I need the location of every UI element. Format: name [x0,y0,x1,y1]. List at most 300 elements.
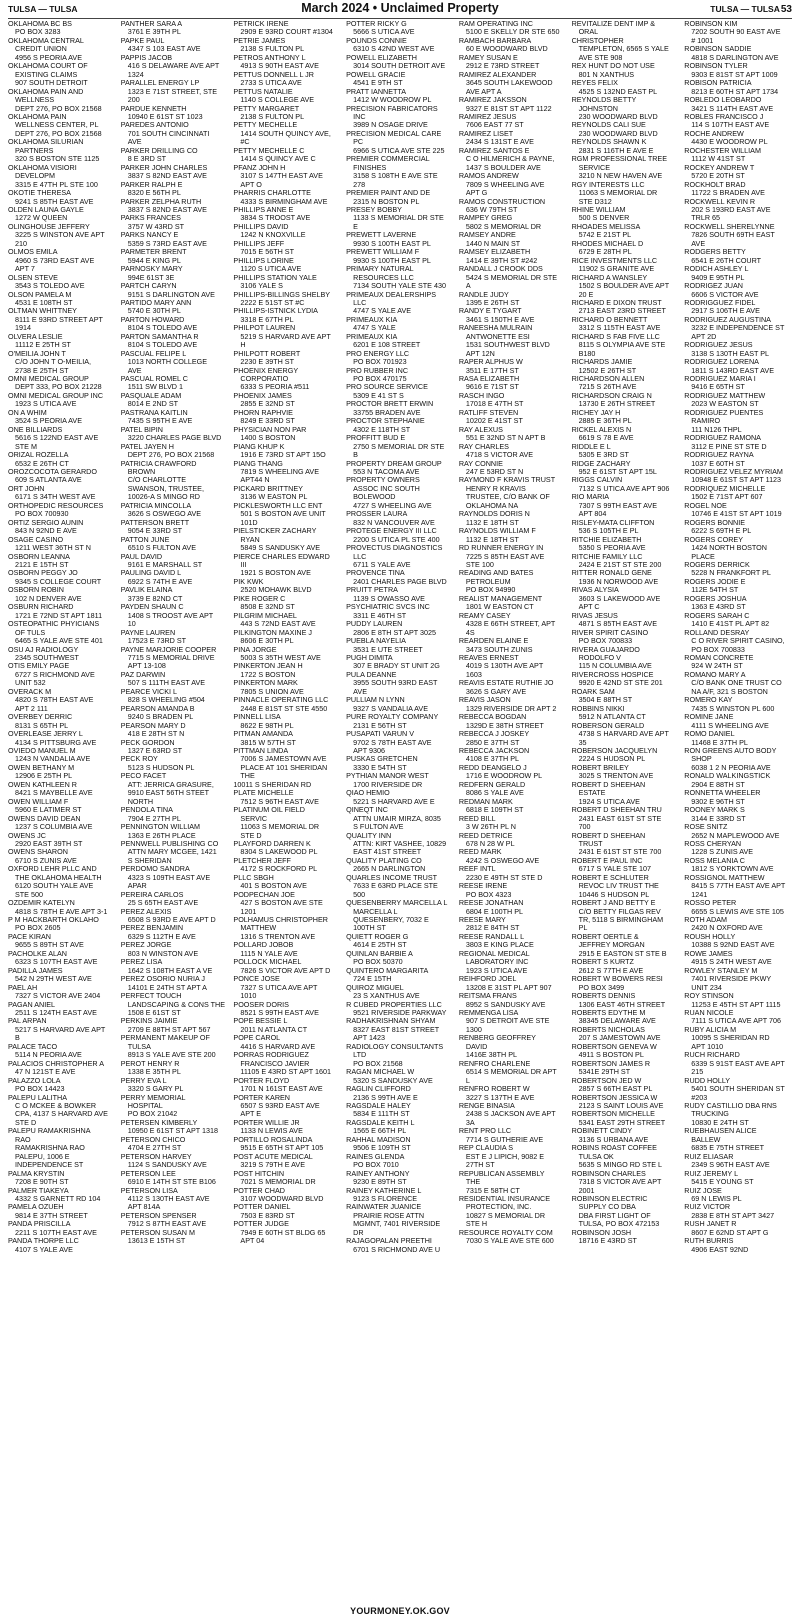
entry-address-line: 2131 E 56TH ST [353,720,407,730]
entry-name: RAM OPERATING INC [458,20,533,28]
entry-name: R CUBED PROPERTIES LLC [346,999,442,1009]
entry-address-line: 5228 N FRANKFORT PL [691,568,771,578]
entry-name: PHILLIPS DAVID [233,221,289,231]
listing-entry [346,1187,456,1204]
entry-name: PROVENCE TINA [346,568,405,578]
entry-name: PETRIE JAMES [233,35,286,45]
entry-name: ROBERTSON JAMES R [571,1058,651,1068]
entry-address-line: 1140 S COLLEGE AVE [240,95,315,105]
entry-address-line: 7912 S 87TH EAST AVE [127,1219,207,1229]
entry-name: RAMSEY ANDRE [458,230,516,240]
listing-entry [233,54,343,71]
entry-address-line: 7512 S 96TH EAST AVE [240,796,319,806]
listing-entry [572,781,682,806]
entry-name: OXFORD LEHR PLLC AND [8,864,97,874]
entry-address-line: SWANSON, TRUSTEE, [127,483,204,493]
entry-name: RAYMOND F KRAVIS TRUST [458,475,556,485]
entry-name: PASCUAL ROMEL C [120,374,188,384]
entry-name: PEREZ LISA [120,957,163,967]
entry-address-line: 4911 S BOSTON PL [578,1050,644,1060]
listing-entry [121,265,231,282]
entry-address-line: 7819 S WHEELING AVE [240,467,319,477]
entry-name: PHILLIPS STATION YALE [233,272,317,282]
listing-entry [572,392,682,409]
entry-name: PHILPOT LAUREN [233,323,296,333]
entry-address-line: 3989 N OSAGE DRIVE [353,120,428,130]
entry-name: RODRIGUEZ RAYNA [684,450,754,460]
entry-name: ROBINSON KIM [684,20,738,28]
listing-entry [459,848,569,865]
listing-entry [572,299,682,316]
entry-name: PHYSICIAN NON PAR [233,424,307,434]
entry-address-line: 1811 S 143RD EAST AVE [691,365,774,375]
entry-address-line: 3803 E KING PLACE [465,940,534,950]
listing-column-3 [233,20,343,1598]
entry-name: ROBERT E PAUL INC [571,855,643,865]
entry-name: ROSSO PETER [684,898,737,908]
entry-name: OWEN WILLIAM F [8,796,69,806]
entry-address-line: 3421 S 114TH EAST AVE [691,103,774,113]
entry-name: RAMOS ANDREW [458,171,519,181]
listing-entry [346,367,456,384]
entry-address-line: 2520 MOHAWK BLVD [240,585,312,595]
listing-entry [346,933,456,950]
listing-entry [121,603,231,628]
listing-entry [121,20,231,37]
entry-name: PAYDEN SHAUN C [120,602,184,612]
listing-entry [572,206,682,223]
listing-entry [233,1017,343,1034]
entry-address-line: 2920 EAST 39TH ST [15,838,83,848]
listing-entry [121,409,231,426]
entry-address-line: 4S [465,627,475,637]
entry-address-line: TRLR 65 [691,213,721,223]
entry-name: OLSON PAMELA M [8,289,72,299]
listing-entry [346,527,456,544]
entry-address-line: 9241 S 85TH EAST AVE [15,196,94,206]
entry-address-line: NA A/F, 321 S BOSTON [691,686,768,696]
entry-name: PAPPIS JACOB [120,52,173,62]
entry-name: RONNETTA WHEELER [684,788,761,798]
entry-name: PERMANENT MAKEUP OF [120,1033,210,1043]
entry-address-line: 4430 E WOODROW PL [691,137,768,147]
entry-address-line: STE D [15,1117,37,1127]
entry-name: ROWE JAMES [684,948,733,958]
entry-name: ROCHE ANDREW [684,128,744,138]
header-region-left: TULSA — TULSA [8,4,78,14]
entry-name: PHILPOTT ROBERT [233,348,301,358]
entry-address-line: 3524 S PEORIA AVE [15,416,82,426]
entry-address-line: 5217 S HARVARD AVE APT [15,1024,106,1034]
listing-entry [572,1110,682,1127]
entry-address-line: PLACE [691,551,715,561]
entry-name: RIDGE ZACHARY [571,458,631,468]
entry-address-line: 8131 S 65TH PL [15,720,69,730]
listing-entry [459,460,569,477]
listing-entry [121,502,231,519]
entry-name: ROMANO MARY A [684,669,746,679]
entry-address-line: JOHNSTON [578,103,618,113]
entry-name: CHRISTOPHER [571,35,624,45]
entry-name: ROCKEY ANDREW T [684,162,755,172]
page-title: March 2024 • Unclaimed Property [301,1,499,15]
listing-entry [233,958,343,975]
entry-name: PINNELL LISA [233,712,281,722]
entry-address-line: 7826 SOUTH 69TH EAST [691,230,775,240]
entry-address-line: 4108 E 37TH PL [465,754,519,764]
entry-name: RAY CONNIE [458,458,503,468]
entry-name: PEARCE VICKI L [120,686,178,696]
entry-address-line: 6201 E 108 STREET [353,340,421,350]
listing-entry [8,375,118,392]
listing-column-4 [346,20,456,1598]
entry-name: PROSSER LAURA [346,509,408,519]
entry-address-line: 8104 S TOLEDO AVE [127,323,198,333]
entry-address-line: 952 E 61ST ST APT 15L [578,467,657,477]
entry-address-line: 6465 S YALE AVE STE 401 [15,636,103,646]
entry-address-line: 700 [578,822,591,832]
entry-name: RGM PROFESSIONAL TREE [571,154,668,164]
entry-address-line: UNIT 234 [691,982,722,992]
entry-name: OKOTIE THERESA [8,188,71,198]
entry-name: PHORN RAPHVIE [233,407,293,417]
entry-address-line: 7318 S VICTOR AVE APT [578,1177,662,1187]
entry-address-line: PARTNERS [15,145,54,155]
entry-address-line: 9930 S 100TH EAST PL [353,238,431,248]
entry-name: RODRIGGUEZ FIDEL [684,297,756,307]
entry-address-line: 102 N DENVER AVE [15,593,82,603]
entry-address-line: 2909 E 93RD COURT #1304 [240,27,333,37]
listing-entry [684,1237,794,1254]
entry-name: PERRY MEMORIAL [120,1092,186,1102]
entry-address-line: 4818 S DARLINGTON AVE [691,52,779,62]
entry-address-line: 1139 S OWASSO AVE [353,593,425,603]
entry-address-line: 9123 S FLORENCE [353,1193,418,1203]
entry-name: ROTH ADAM [684,915,728,925]
listing-entry [572,1077,682,1094]
listing-entry [8,206,118,223]
entry-name: ROGERS COREY [684,534,743,544]
entry-name: PIELSTICKER ZACHARY [233,526,317,536]
entry-address-line: EST E J LIPICH, 9082 E [465,1151,545,1161]
entry-address-line: 3318 E 67TH PL [240,314,294,324]
entry-name: PETERSON LISA [120,1185,178,1195]
entry-address-line: FRANCISCO JAVIER [240,1058,310,1068]
entry-name: RISLEY-MATA CLIFFTON [571,517,655,527]
listing-entry [8,713,118,730]
entry-address-line: 10 [127,619,136,629]
entry-address-line: 8320 E 56TH PL [127,188,181,198]
entry-name: RAYNOLDS DORIS N [458,509,530,519]
entry-address-line: RESOURCES LLC [353,272,414,282]
listing-entry [121,569,231,586]
entry-address-line: 7134 SOUTH YALE STE 430 [353,281,446,291]
entry-address-line: C O RIVER SPIRIT CASINO, [691,636,785,646]
entry-address-line: 6532 E 26TH CT [15,458,69,468]
header-region-right [710,4,792,15]
entry-name: PFANZ JOHN H [233,162,286,172]
entry-name: PETRICK IRENE [233,20,289,28]
entry-address-line: 5320 S SANDUSKY AVE [353,1075,433,1085]
entry-address-line: 12502 E 26TH ST [578,365,637,375]
entry-address-line: 3761 E 39TH PL [127,27,181,37]
listing-entry [121,164,231,181]
entry-name: REED MARK [458,847,502,857]
entry-name: ONE BILLIARDS [8,424,63,434]
entry-name: PERKINS JAIMIE [120,1016,178,1026]
listing-entry [684,654,794,671]
listing-entry [346,130,456,155]
listing-entry [121,975,231,992]
entry-name: ROBERT E SCHLUTER [571,872,649,882]
listing-entry [572,316,682,333]
entry-address-line: 25 S 65TH EAST AVE [127,898,199,908]
entry-address-line: 2230 E 39TH ST [240,357,294,367]
listing-entry [459,248,569,265]
entry-name: RAMBACH BARBARA [458,35,532,45]
entry-address-line: #C [240,137,250,147]
entry-address-line: 416 S DELAWARE AVE APT [127,61,220,71]
entry-name: PALEPU RAMAKRISHNA [8,1126,91,1136]
entry-address-line: 9302 E 96TH ST [691,796,745,806]
entry-address-line: 8913 S YALE AVE STE 200 [127,1050,216,1060]
entry-address-line: L [465,1075,470,1085]
entry-address-line: 10940 E 61ST ST 1023 [127,111,203,121]
listing-entry [459,54,569,71]
entry-address-line: CPA, 4137 S HARVARD AVE [15,1109,108,1119]
entry-name: RAINWATER JUANICE [346,1202,422,1212]
entry-address-line: 6508 S 93RD E AVE APT D [127,915,216,925]
entry-name: RANDY E TYGART [458,306,522,316]
entry-address-line: AVE [691,238,706,248]
entry-address-line: QUESENBERY, 7032 E [353,915,429,925]
entry-name: RAMIREZ JAKSSON [458,95,527,105]
listing-entry [233,392,343,409]
entry-name: POOSER DORIS [233,999,289,1009]
entry-address-line: 4915 S 24TH WEST AVE [691,957,772,967]
entry-address-line: 507 S 111TH EAST AVE [127,678,206,688]
entry-address-line: 14101 E 24TH ST APT A [127,982,207,992]
entry-name: ON A WHIM [8,407,47,417]
entry-address-line: 1440 N MAIN ST [465,238,521,248]
entry-address-line: 18716 E 43RD ST [578,1236,637,1246]
entry-address-line: 3955 SOUTH 93RD EAST [353,678,438,688]
entry-address-line: WELLNESS [15,95,55,105]
entry-address-line: 8249 E 33RD ST [240,416,295,426]
listing-entry [8,248,118,273]
entry-address-line: PO BOX 94990 [465,585,516,595]
entry-address-line: PO BOX 50370 [353,957,403,967]
entry-address-line: TULSA OK [578,1151,614,1161]
entry-name: RIVERA GUAJARDO [571,644,640,654]
entry-address-line: 3014 SOUTH DETROIT AVE [353,61,446,71]
entry-name: PARKS NANCY E [120,230,179,240]
entry-name: QUALITY INN [346,830,392,840]
entry-name: RON GREENS AUTO BODY [684,745,777,755]
entry-address-line: 4107 S YALE AVE [15,1244,73,1254]
listing-entry [8,688,118,713]
entry-address-line: UNIT 532 [15,678,46,688]
entry-address-line: 10026-A S MINGO RD [127,492,201,502]
listing-entry [233,147,343,164]
entry-name: RICHARDSON CRAIG N [571,390,652,400]
entry-address-line: 278 [353,179,366,189]
entry-name: PETROS ANTHONY L [233,52,306,62]
listing-entry [459,679,569,696]
entry-address-line: 9910 EAST 56TH STEET [127,788,210,798]
listing-entry [684,747,794,772]
entry-name: PURE ROYALTY COMPANY [346,712,439,722]
entry-address-line: 1701 N 161ST EAST AVE [240,1084,323,1094]
listing-entry [233,443,343,460]
listing-entry [459,510,569,527]
listing-entry [459,696,569,713]
listing-entry [121,198,231,215]
entry-name: PASTRANA KAITLIN [120,407,188,417]
entry-name: OROZCOCOTA GERARDO [8,467,97,477]
entry-name: PIANG KHUP K [233,441,285,451]
entry-address-line: 4738 S HARVARD AVE APT [578,729,669,739]
entry-name: RODRIGUEZ VELEZ MYRIAM [684,467,783,477]
entry-address-line: 4718 S VICTOR AVE [465,450,534,460]
entry-name: RENBERG GEOFFREY [458,1033,536,1043]
entry-address-line: 2915 E EASTON ST STE B [578,948,667,958]
entry-address-line: 247 E 53RD ST N [465,467,524,477]
listing-entry [459,992,569,1009]
entry-address-line: 1412 W WOODROW PL [353,95,432,105]
entry-address-line: 2424 E 21ST ST STE 200 [578,560,662,569]
entry-name: RADIOLOGY CONSULTANTS [346,1041,444,1051]
entry-address-line: 202 S 193RD EAST AVE [691,204,771,214]
entry-address-line: 553 N TACOMA AVE [353,467,420,477]
entry-address-line: 5123 S HUDSON PL [127,762,195,772]
listing-entry [459,113,569,130]
entry-name: PRECISION MEDICAL CARE [346,128,442,138]
entry-address-line: PO BOX 4323 [465,889,512,899]
entry-name: ROCKWELL SHERELYNNE [684,221,775,231]
entry-name: PEARSON AMANDA B [120,703,195,713]
listing-entry [572,1144,682,1169]
entry-name: REX HUNT DO NOT USE [571,61,655,71]
entry-name: POTTER JUDGE [233,1219,289,1229]
entry-address-line: B [15,1033,20,1043]
entry-address-line: 1338 E 35TH PL [127,1067,181,1077]
entry-address-line: APT E [240,1109,262,1119]
entry-name: RAGLIN CLIFFORD [346,1084,411,1094]
listing-entry [684,612,794,629]
listing-entry [684,1102,794,1127]
entry-name: RGY INTERESTS LLC [571,179,645,189]
listing-entry [121,1153,231,1170]
entry-name: RUIZ ELIASAR [684,1151,734,1161]
entry-address-line: 7208 E 90TH ST [15,1177,69,1187]
entry-address-line: 7307 S 99TH EAST AVE [578,500,658,510]
entry-address-line: 2665 N DARLINGTON [353,864,426,874]
listing-entry [121,248,231,265]
entry-address-line: C O MCKEE & BOWKER [15,1101,97,1110]
entry-name: ROCHESTER WILLIAM [684,145,761,155]
listing-entry [459,20,569,37]
entry-address-line: 2315 N BOSTON PL [353,196,420,206]
entry-address-line: 1700 RIVERSIDE DR [353,779,423,789]
listing-entry [572,899,682,933]
listing-entry [121,443,231,460]
entry-name: PLATINUM OIL FIELD [233,805,305,815]
listing-entry [459,375,569,392]
entry-name: PRATT IANNETTA [346,86,407,96]
listing-column-5 [459,20,569,1598]
entry-address-line: 6541 E 26TH COURT [691,255,762,265]
entry-name: POTTER DANIEL [233,1202,291,1212]
listing-entry [233,874,343,891]
entry-name: PREWETT WILLIAM F [346,247,420,257]
entry-address-line: 7006 S JAMESTOWN AVE [240,754,327,764]
entry-address-line: 10948 E 61ST ST APT 1123 [691,475,782,485]
listing-entry [121,1187,231,1212]
listing-entry [233,806,343,840]
entry-name: PETERSON LEE [120,1168,176,1178]
entry-name: REVITALIZE DENT IMP & [571,20,656,28]
entry-address-line: 4328 E 66TH STREET, APT [465,619,556,629]
entry-address-line: B [353,450,358,460]
entry-address-line: 9515 E 65TH ST APT 105 [240,1143,324,1153]
entry-name: PARKER RALPH E [120,179,183,189]
listing-entry [346,1085,456,1102]
listing-entry [8,865,118,899]
listing-entry [459,1195,569,1229]
entry-address-line: PO BOX 7010 [353,1160,399,1170]
entry-address-line: 1414 SOUTH QUINCY AVE, [240,128,331,138]
entry-address-line: 3834 S TROOST AVE [240,213,311,223]
entry-address-line: 9230 E 89TH ST [353,1177,407,1187]
entry-name: REYNOLDS SHAWN K [571,137,647,147]
entry-address-line: 4704 E 27TH ST [127,1143,182,1153]
entry-name: PHARRIS CHARLOTTE [233,188,311,198]
entry-address-line: 215 [691,1067,704,1077]
listing-entry [8,950,118,967]
entry-address-line: 8952 S SANDUSKY AVE [465,999,546,1009]
listing-entry [8,899,118,916]
entry-name: OWEN KATHLEEN R [8,779,77,789]
listing-entry [572,96,682,121]
entry-address-line: 4347 S 103 EAST AVE [127,44,201,54]
listing-entry [233,426,343,443]
entry-address-line: 7215 S 26TH AVE [578,382,637,392]
listing-column-6 [572,20,682,1598]
entry-name: OVIEDO MANUEL M [8,745,76,755]
entry-address-line: THE OKLAHOMA HEALTH [15,872,102,882]
listing-entry [346,713,456,730]
entry-name: OSBORN PEGGY JO [8,568,78,578]
listing-entry [121,181,231,198]
entry-address-line: APT C [578,602,600,612]
listing-entry [233,37,343,54]
entry-name: RAMIREZ LISET [458,128,514,138]
entry-address-line: C/O BETTY FILGAS REV [578,906,661,916]
footer-url[interactable]: YOURMONEY.OK.GOV [350,1606,450,1616]
entry-name: ROBINSON TYLER [684,61,748,71]
entry-name: PARTIDO MARY ANN [120,297,192,307]
listing-entry [121,282,231,299]
listing-entry [459,37,569,54]
entry-address-line: 7015 E 56TH ST [240,247,294,257]
entry-name: ROGERS DERRICK [684,560,750,569]
listing-entry [572,519,682,536]
listing-entry [233,307,343,324]
listing-entry [121,231,231,248]
entry-address-line: 1363 E 26TH PLACE [127,830,196,840]
entry-address-line: 3232 E INDEPENDENCE ST [691,323,785,333]
